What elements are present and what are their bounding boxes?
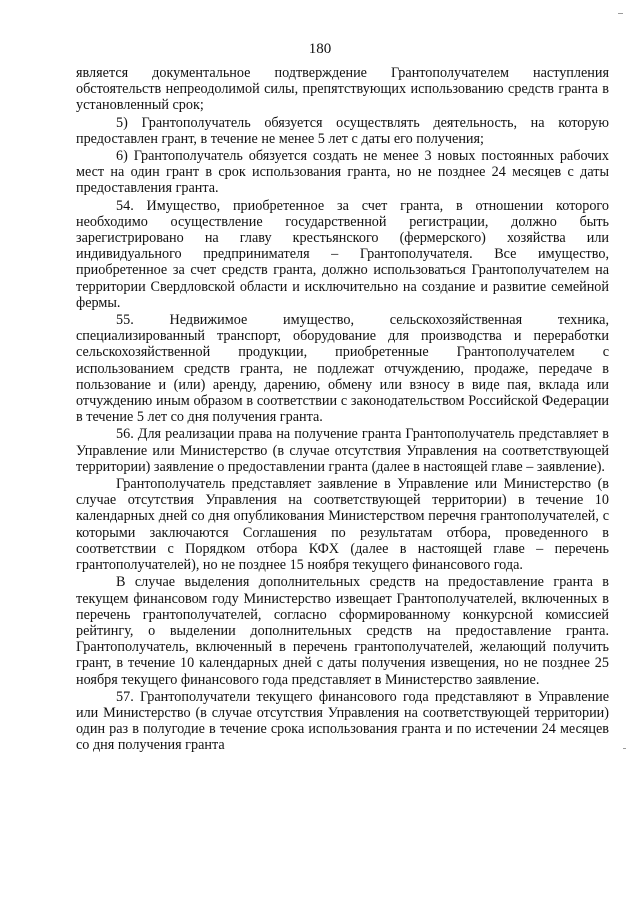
paragraph-54: 54. Имущество, приобретенное за счет гранта, в отношении которого необходимо осуществление государственной регистрации, должно быть зарегистрировано на главу крестьянского (фермерского) хозяйства или индивидуального предпринимателя – Грантополучателя. Все имущество, приобретенное за счет средств гранта, должно использоваться Грантополучателем на территории Свердловской области и исключительно на создание и развитие семейной фермы. [76, 197, 609, 311]
scan-mark [623, 748, 626, 749]
scan-mark [618, 13, 623, 14]
document-body [76, 65, 609, 755]
paragraph-item-6: 6) Грантополучатель обязуется создать не менее 3 новых постоянных рабочих мест на один грант в срок использования гранта, но не позднее 24 месяцев с даты предоставления гранта. [76, 148, 609, 197]
paragraph-continuation: является документальное подтверждение Грантополучателем наступления обстоятельств непреодолимой силы, препятствующих использованию средств гранта в установленный срок; [76, 65, 609, 114]
paragraph-56-additional-funds: В случае выделения дополнительных средств на предоставление гранта в текущем финансовом году Министерство извещает Грантополучателей, включенных в перечень грантополучателей, согласно сформированному конкурсной комиссией рейтингу, о выделении дополнительных средств на предоставление гранта. Грантополучатель, включенный в перечень грантополучателей, желающий получить грант, в течение 10 календарных дней с даты получения извещения, но не позднее 25 ноября текущего финансового года представляет в Министерство заявление. [76, 574, 609, 688]
paragraph-item-5: 5) Грантополучатель обязуется осуществлять деятельность, на которую предоставлен грант, в течение не менее 5 лет с даты его получения; [76, 114, 609, 147]
paragraph-56-application: Грантополучатель представляет заявление в Управление или Министерство (в случае отсутствия Управления на соответствующей территории) в течение 10 календарных дней со дня опубликования Министерством перечня грантополучателей, с которыми заключаются Соглашения по результатам отбора, проведенного в соответствии с Порядком отбора КФХ (далее в настоящей главе – перечень грантополучателей), но не позднее 15 ноября текущего финансового года. [76, 476, 609, 574]
paragraph-55: 55. Недвижимое имущество, сельскохозяйственная техника, специализированный транспорт, оборудование для производства и переработки сельскохозяйственной продукции, приобретенные Грантополучателем с использованием средств гранта, не подлежат отчуждению, продаже, передаче в пользование и (или) аренду, дарению, обмену или взносу в виде пая, вклада или отчуждению иным образом в соответствии с законодательством Российской Федерации в течение 5 лет со дня получения гранта. [76, 312, 609, 426]
paragraph-57: 57. Грантополучатели текущего финансового года представляют в Управление или Министерство (в случае отсутствия Управления на соответствующей территории) один раз в полугодие в течение срока использования гранта и по истечении 24 месяцев со дня получения гранта [76, 688, 609, 754]
page-number: 180 [308, 41, 332, 57]
paragraph-56: 56. Для реализации права на получение гранта Грантополучатель представляет в Управление или Министерство (в случае отсутствия Управления на соответствующей территории) заявление о предоставлении гранта (далее в настоящей главе – заявление). [76, 426, 609, 475]
